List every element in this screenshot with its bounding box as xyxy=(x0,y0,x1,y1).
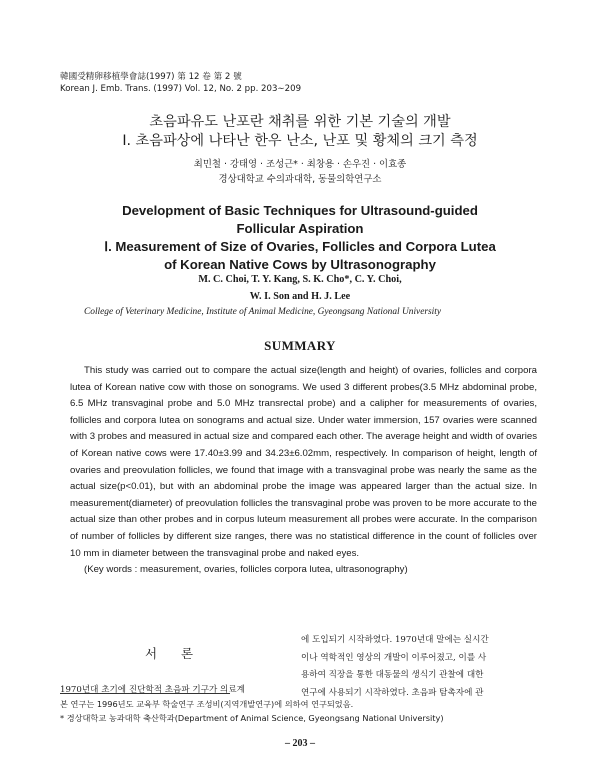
english-title-line3: Ⅰ. Measurement of Size of Ovaries, Follicles and Corpora Lutea xyxy=(104,239,496,254)
page-number: – 203 – xyxy=(285,738,315,749)
english-title-line4: of Korean Native Cows by Ultrasonography xyxy=(164,257,436,272)
journal-citation xyxy=(60,71,301,95)
journal-citation-korean: 韓國受精卵移植學會誌(1997) 第 12 卷 第 2 號 xyxy=(60,72,242,82)
intro-heading: 서 론 xyxy=(144,646,204,661)
korean-title-line1: 초음파유도 난포란 채취를 위한 기본 기술의 개발 xyxy=(149,114,451,130)
intro-right-line3: 용하여 직장을 통한 대동물의 생식기 관찰에 대한 xyxy=(301,670,484,680)
english-authors-line1: M. C. Choi, T. Y. Kang, S. K. Cho*, C. Y. Choi, xyxy=(198,274,402,285)
footnote-divider xyxy=(60,693,230,694)
intro-right-line4: 연구에 사용되기 시작하였다. 초음파 탐촉자에 관 xyxy=(301,687,484,698)
summary-abstract xyxy=(70,363,537,579)
summary-heading: SUMMARY xyxy=(264,338,336,353)
english-title-line2: Follicular Aspiration xyxy=(236,221,364,236)
summary-body: This study was carried out to compare the actual size(length and height) of ovaries, follicles and corpora lutea of Korean native cow with those on sonograms. We used 3 different probes(3.5 MHz abdominal probe, 6.5 MHz transvaginal probe and 5.0 MHz transrectal probe) and a calipher for measurements of ovaries, follicles and corpora lutea on sonograms and actual size. Under water immersion, 157 ovaries were scanned with 3 probes and measured in actual size and compared each other. The average height and width of ovaries of Korean native cows were 17.40±3.99 and 34.23±6.02mm, respectively. In comparison of height, length of ovaries and preovulation follicles, we found that image with a transvaginal probe was nearly the same as the actual size(p<0.01), but with an abdominal probe the image was appeared larger than the actual size. In measurement(diameter) of preovulation follicles the transvaginal probe was proven to be more accurate to the actual size than other probes and in corpus luteum measurement all probes were accurate. In the comparison of number of follicles by different size ranges, there was no statistical difference in the count of follicles over 10 mm in diameter between the transvaginal probe and naked eyes. xyxy=(70,365,537,559)
footnote-affiliation: * 경상대학교 농과대학 축산학과(Department of Animal Science, Gyeongsang National University) xyxy=(60,713,444,723)
english-title-line1: Development of Basic Techniques for Ultrasound-guided xyxy=(122,203,478,218)
intro-right-line1: 에 도입되기 시작하였다. 1970년대 말에는 실시간 xyxy=(301,635,489,645)
korean-title-line2: Ⅰ. 초음파상에 나타난 한우 난소, 난포 및 황체의 크기 측정 xyxy=(122,133,478,149)
intro-left-column xyxy=(60,630,288,695)
intro-right-line2: 이나 역학적인 영상의 개발이 이루어졌고, 이를 사 xyxy=(301,652,487,663)
footnote-funding: 본 연구는 1996년도 교육부 학술연구 조성비(지역개발연구)에 의하여 연구되었음. xyxy=(60,699,354,709)
korean-affiliation: 경상대학교 수의과대학, 동물의학연구소 xyxy=(218,174,382,185)
summary-keywords: (Key words : measurement, ovaries, follicles corpora lutea, ultrasonography) xyxy=(84,564,408,576)
english-authors-line2: W. I. Son and H. J. Lee xyxy=(249,291,351,302)
intro-left-line1: 1970년대 초기에 진단학적 초음파 기구가 의료계 xyxy=(60,685,245,695)
journal-citation-english: Korean J. Emb. Trans. (1997) Vol. 12, No. 2 pp. 203∼209 xyxy=(60,84,302,94)
intro-right-column xyxy=(301,632,539,702)
korean-authors: 최민철 · 강태영 · 조성근* · 최창용 · 손우진 · 이효종 xyxy=(193,159,407,170)
english-affiliation: College of Veterinary Medicine, Institute of Animal Medicine, Gyeongsang National University xyxy=(84,307,442,317)
